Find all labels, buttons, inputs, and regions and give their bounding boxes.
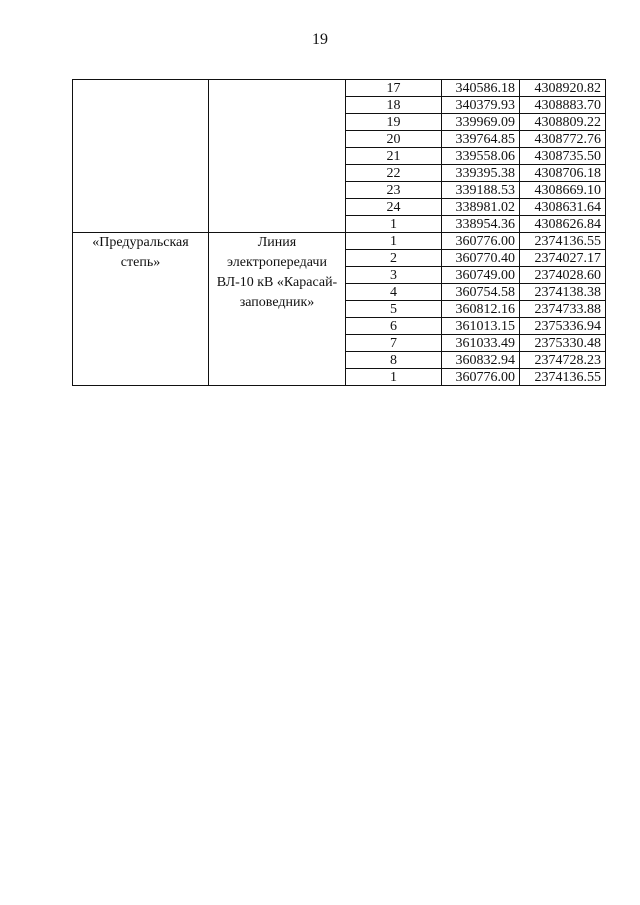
coordinate-y-cell: 2374733.88 — [520, 301, 606, 318]
point-number-cell: 24 — [346, 199, 442, 216]
coordinate-x-cell: 360812.16 — [442, 301, 520, 318]
point-number-cell: 1 — [346, 216, 442, 233]
coordinate-x-cell: 360770.40 — [442, 250, 520, 267]
coordinate-y-cell: 2374138.38 — [520, 284, 606, 301]
point-number-cell: 1 — [346, 233, 442, 250]
point-number-cell: 1 — [346, 369, 442, 386]
coordinate-x-cell: 339395.38 — [442, 165, 520, 182]
coordinate-y-cell: 2374136.55 — [520, 369, 606, 386]
coordinate-y-cell: 2374027.17 — [520, 250, 606, 267]
coordinate-x-cell: 339764.85 — [442, 131, 520, 148]
coordinate-y-cell: 4308735.50 — [520, 148, 606, 165]
table-row — [73, 80, 606, 97]
coordinate-x-cell: 339969.09 — [442, 114, 520, 131]
coordinate-x-cell: 339188.53 — [442, 182, 520, 199]
coordinate-x-cell: 361033.49 — [442, 335, 520, 352]
object-name-cell — [209, 80, 346, 233]
point-number-cell: 20 — [346, 131, 442, 148]
coordinate-y-cell: 4308631.64 — [520, 199, 606, 216]
coordinate-y-cell: 4308706.18 — [520, 165, 606, 182]
coordinate-y-cell: 2374136.55 — [520, 233, 606, 250]
point-number-cell: 7 — [346, 335, 442, 352]
coordinate-x-cell: 360776.00 — [442, 233, 520, 250]
coordinate-x-cell: 340379.93 — [442, 97, 520, 114]
point-number-cell: 22 — [346, 165, 442, 182]
coordinate-y-cell: 4308883.70 — [520, 97, 606, 114]
coordinate-x-cell: 361013.15 — [442, 318, 520, 335]
coordinate-x-cell: 338981.02 — [442, 199, 520, 216]
protected-area-name-cell: «Предуральская степь» — [73, 233, 209, 386]
object-name-cell: Линия электропередачи ВЛ-10 кВ «Карасай-заповедник» — [209, 233, 346, 386]
coordinate-x-cell: 360749.00 — [442, 267, 520, 284]
point-number-cell: 5 — [346, 301, 442, 318]
coordinate-y-cell: 4308669.10 — [520, 182, 606, 199]
point-number-cell: 2 — [346, 250, 442, 267]
coordinate-x-cell: 340586.18 — [442, 80, 520, 97]
coordinates-table — [72, 79, 606, 386]
coordinate-y-cell: 4308920.82 — [520, 80, 606, 97]
coordinate-y-cell: 4308772.76 — [520, 131, 606, 148]
coordinate-y-cell: 2374028.60 — [520, 267, 606, 284]
point-number-cell: 8 — [346, 352, 442, 369]
protected-area-name-cell — [73, 80, 209, 233]
coordinate-y-cell: 2374728.23 — [520, 352, 606, 369]
table-row — [73, 233, 606, 250]
point-number-cell: 23 — [346, 182, 442, 199]
point-number-cell: 6 — [346, 318, 442, 335]
point-number-cell: 17 — [346, 80, 442, 97]
point-number-cell: 19 — [346, 114, 442, 131]
page-number: 19 — [312, 31, 328, 48]
coordinate-y-cell: 4308809.22 — [520, 114, 606, 131]
coordinate-y-cell: 2375336.94 — [520, 318, 606, 335]
point-number-cell: 4 — [346, 284, 442, 301]
coordinate-x-cell: 360776.00 — [442, 369, 520, 386]
coordinate-y-cell: 4308626.84 — [520, 216, 606, 233]
coordinates-table-body — [73, 80, 606, 386]
coordinate-x-cell: 338954.36 — [442, 216, 520, 233]
coordinate-x-cell: 360832.94 — [442, 352, 520, 369]
coordinate-y-cell: 2375330.48 — [520, 335, 606, 352]
coordinate-x-cell: 339558.06 — [442, 148, 520, 165]
point-number-cell: 3 — [346, 267, 442, 284]
point-number-cell: 21 — [346, 148, 442, 165]
point-number-cell: 18 — [346, 97, 442, 114]
coordinate-x-cell: 360754.58 — [442, 284, 520, 301]
